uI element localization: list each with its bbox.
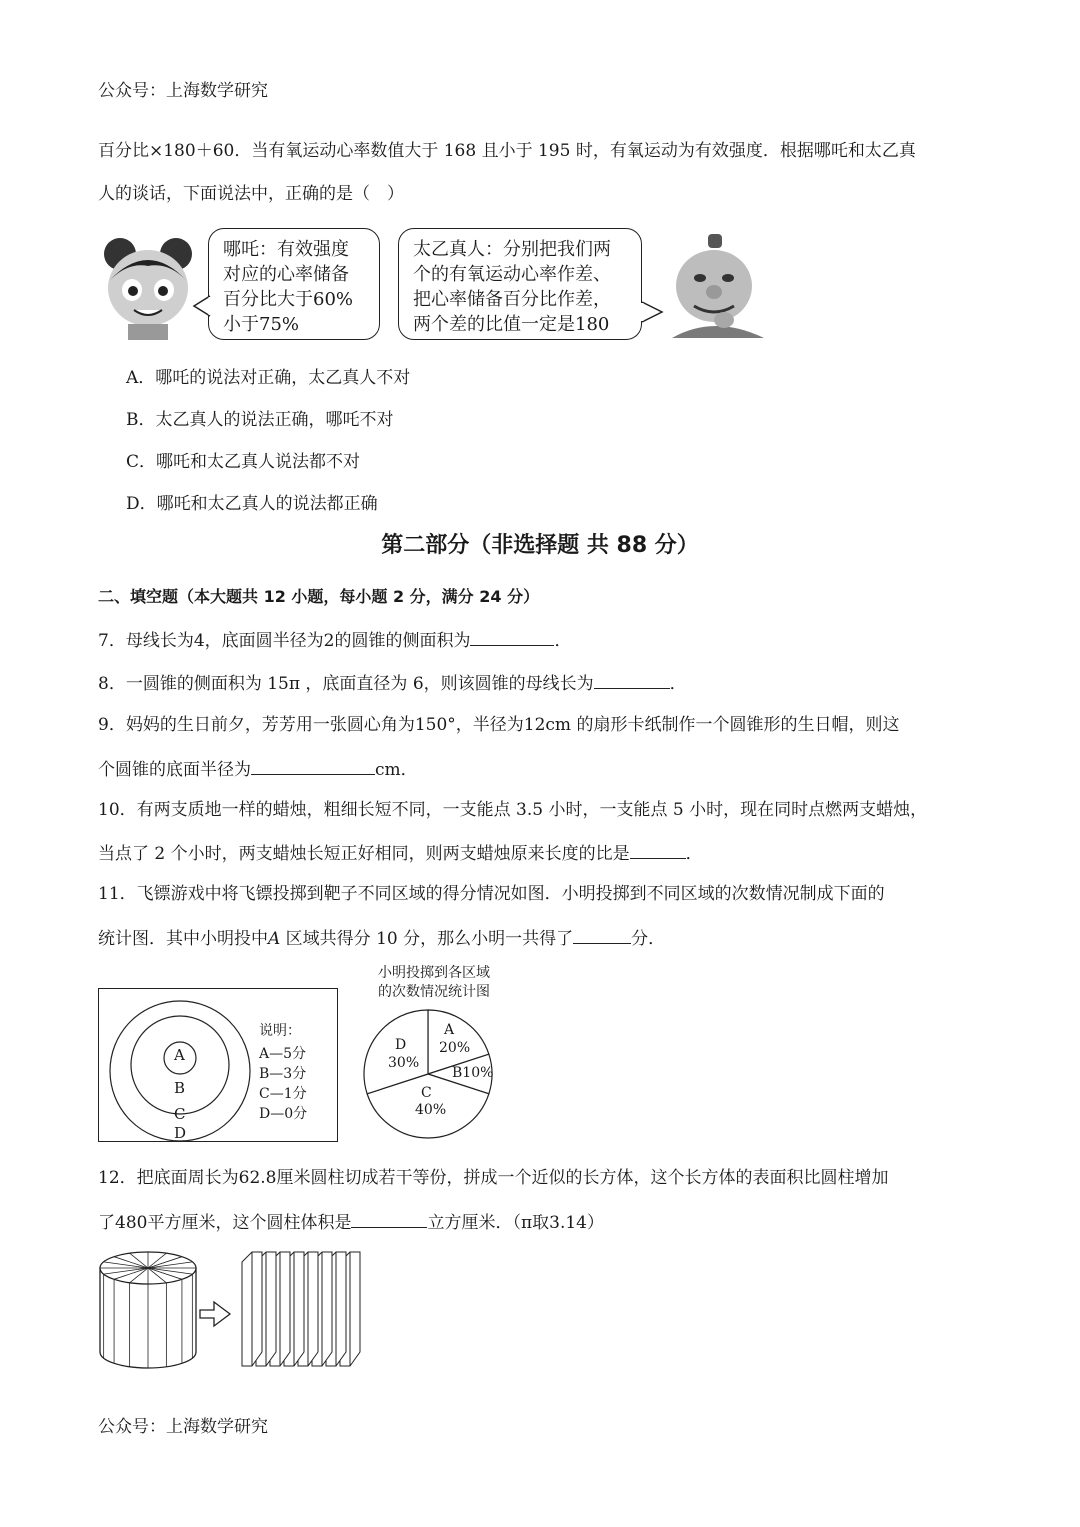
- question-10-line1: 10．有两支质地一样的蜡烛，粗细长短不同，一支能点 3.5 小时，一支能点 5 小时，现在同时点燃两支蜡烛，: [98, 800, 928, 820]
- question-9-text: 个圆锥的底面半径为: [98, 760, 251, 780]
- cylinder-to-cuboid-figure: [96, 1248, 376, 1374]
- zone-b-label: B: [174, 1079, 186, 1097]
- question-8: [98, 670, 687, 696]
- question-12-line2: [98, 1209, 604, 1235]
- score-legend-item: A—5分: [259, 1046, 307, 1062]
- question-8-text: 8．一圆锥的侧面积为 15π ，底面直径为 6，则该圆锥的母线长为: [98, 674, 594, 694]
- dartboard-figure: [98, 988, 338, 1142]
- nezha-speech-line: 哪吒：有效强度: [223, 239, 349, 260]
- answer-blank[interactable]: [470, 627, 554, 646]
- question-7-end: ．: [554, 631, 572, 651]
- nezha-character-image: [98, 232, 198, 340]
- score-legend-item: B—3分: [259, 1066, 307, 1082]
- score-legend-item: C—1分: [259, 1086, 307, 1102]
- rearranged-cuboid-image: [242, 1252, 360, 1366]
- pie-label-c: C: [421, 1085, 432, 1101]
- question-6-line2: 人的谈话，下面说法中，正确的是（ ）: [98, 184, 404, 204]
- answer-blank[interactable]: [351, 1209, 427, 1228]
- option-b: B．太乙真人的说法正确，哪吒不对: [126, 410, 394, 430]
- pie-label-a-percent: 20%: [439, 1040, 471, 1056]
- taiyi-character-image: [664, 234, 768, 338]
- answer-blank[interactable]: [251, 756, 375, 775]
- question-6-line1: 百分比×180＋60．当有氧运动心率数值大于 168 且小于 195 时，有氧运动为有效强度．根据哪吒和太乙真: [98, 141, 916, 161]
- pie-title-line: 的次数情况统计图: [378, 984, 490, 1000]
- bubble-tail-right: [640, 300, 666, 324]
- nezha-speech-line: 百分比大于60%: [223, 289, 354, 310]
- answer-blank[interactable]: [594, 670, 670, 689]
- answer-blank[interactable]: [630, 840, 686, 859]
- bubble-tail-left: [192, 294, 212, 318]
- pie-chart-title: [362, 964, 506, 1002]
- option-c: C．哪吒和太乙真人说法都不对: [126, 452, 361, 472]
- question-10-end: ．: [685, 844, 703, 864]
- pie-label-d-percent: 30%: [388, 1055, 420, 1071]
- page-header: 公众号：上海数学研究: [98, 81, 268, 101]
- question-12-text: 了480平方厘米，这个圆柱体积是: [98, 1213, 352, 1233]
- taiyi-speech-line: 个的有氧运动心率作差、: [413, 264, 611, 285]
- zone-d-label: D: [174, 1124, 187, 1142]
- score-legend-item: D—0分: [259, 1106, 308, 1122]
- question-9-unit: cm．: [375, 760, 418, 780]
- fill-blank-header: 二、填空题（本大题共 12 小题，每小题 2 分，满分 24 分）: [98, 587, 540, 606]
- pie-label-a: A: [444, 1022, 455, 1038]
- question-9-line1: 9．妈妈的生日前夕，芳芳用一张圆心角为150°，半径为12cm 的扇形卡纸制作一个圆锥形的生日帽，则这: [98, 715, 900, 735]
- question-7-text: 7．母线长为4，底面圆半径为2的圆锥的侧面积为: [98, 631, 471, 651]
- score-legend: [259, 1021, 307, 1124]
- pie-label-b: B10%: [452, 1065, 494, 1081]
- question-9-line2: [98, 756, 418, 782]
- page-footer: 公众号：上海数学研究: [98, 1417, 268, 1437]
- question-7: [98, 627, 571, 653]
- question-11-line1: 11．飞镖游戏中将飞镖投掷到靶子不同区域的得分情况如图．小明投掷到不同区域的次数情况制成下面的: [98, 884, 885, 904]
- arrow-right-icon: [200, 1302, 230, 1326]
- nezha-speech-line: 小于75%: [223, 314, 300, 335]
- nezha-speech-line: 对应的心率储备: [223, 264, 349, 285]
- nezha-speech-bubble: [208, 228, 380, 340]
- question-11-end: 分．: [631, 929, 666, 949]
- taiyi-speech-line: 太乙真人：分别把我们两: [413, 239, 611, 260]
- option-a: A．哪吒的说法对正确，太乙真人不对: [126, 368, 411, 388]
- question-11-text2: 区域共得分 10 分，那么小明一共得了: [280, 929, 574, 949]
- pie-label-d: D: [395, 1037, 407, 1053]
- taiyi-speech-bubble: [398, 228, 642, 340]
- question-10-text: 当点了 2 个小时，两支蜡烛长短正好相同，则两支蜡烛原来长度的比是: [98, 844, 630, 864]
- question-12-line1: 12．把底面周长为62.8厘米圆柱切成若干等份，拼成一个近似的长方体，这个长方体的表面积比圆柱增加: [98, 1168, 889, 1188]
- pie-title-line: 小明投掷到各区域: [378, 965, 490, 981]
- question-11-text: 统计图．其中小明投中: [98, 929, 268, 949]
- zone-c-label: C: [174, 1105, 186, 1123]
- option-d: D．哪吒和太乙真人的说法都正确: [126, 494, 378, 514]
- sliced-cylinder-image: [100, 1252, 196, 1368]
- question-11-region: A: [268, 929, 281, 949]
- question-10-line2: [98, 840, 703, 866]
- zone-a-label: A: [174, 1046, 185, 1064]
- taiyi-speech-line: 两个差的比值一定是180: [413, 314, 610, 335]
- pie-label-c-percent: 40%: [415, 1102, 447, 1118]
- score-legend-title: 说明：: [259, 1023, 301, 1039]
- question-12-end: 立方厘米．（π取3.14）: [427, 1213, 604, 1233]
- section-title: 第二部分（非选择题 共 88 分）: [381, 533, 699, 558]
- question-8-end: ．: [669, 674, 687, 694]
- taiyi-speech-line: 把心率储备百分比作差，: [413, 289, 611, 310]
- question-11-line2: [98, 925, 665, 951]
- answer-blank[interactable]: [573, 925, 631, 944]
